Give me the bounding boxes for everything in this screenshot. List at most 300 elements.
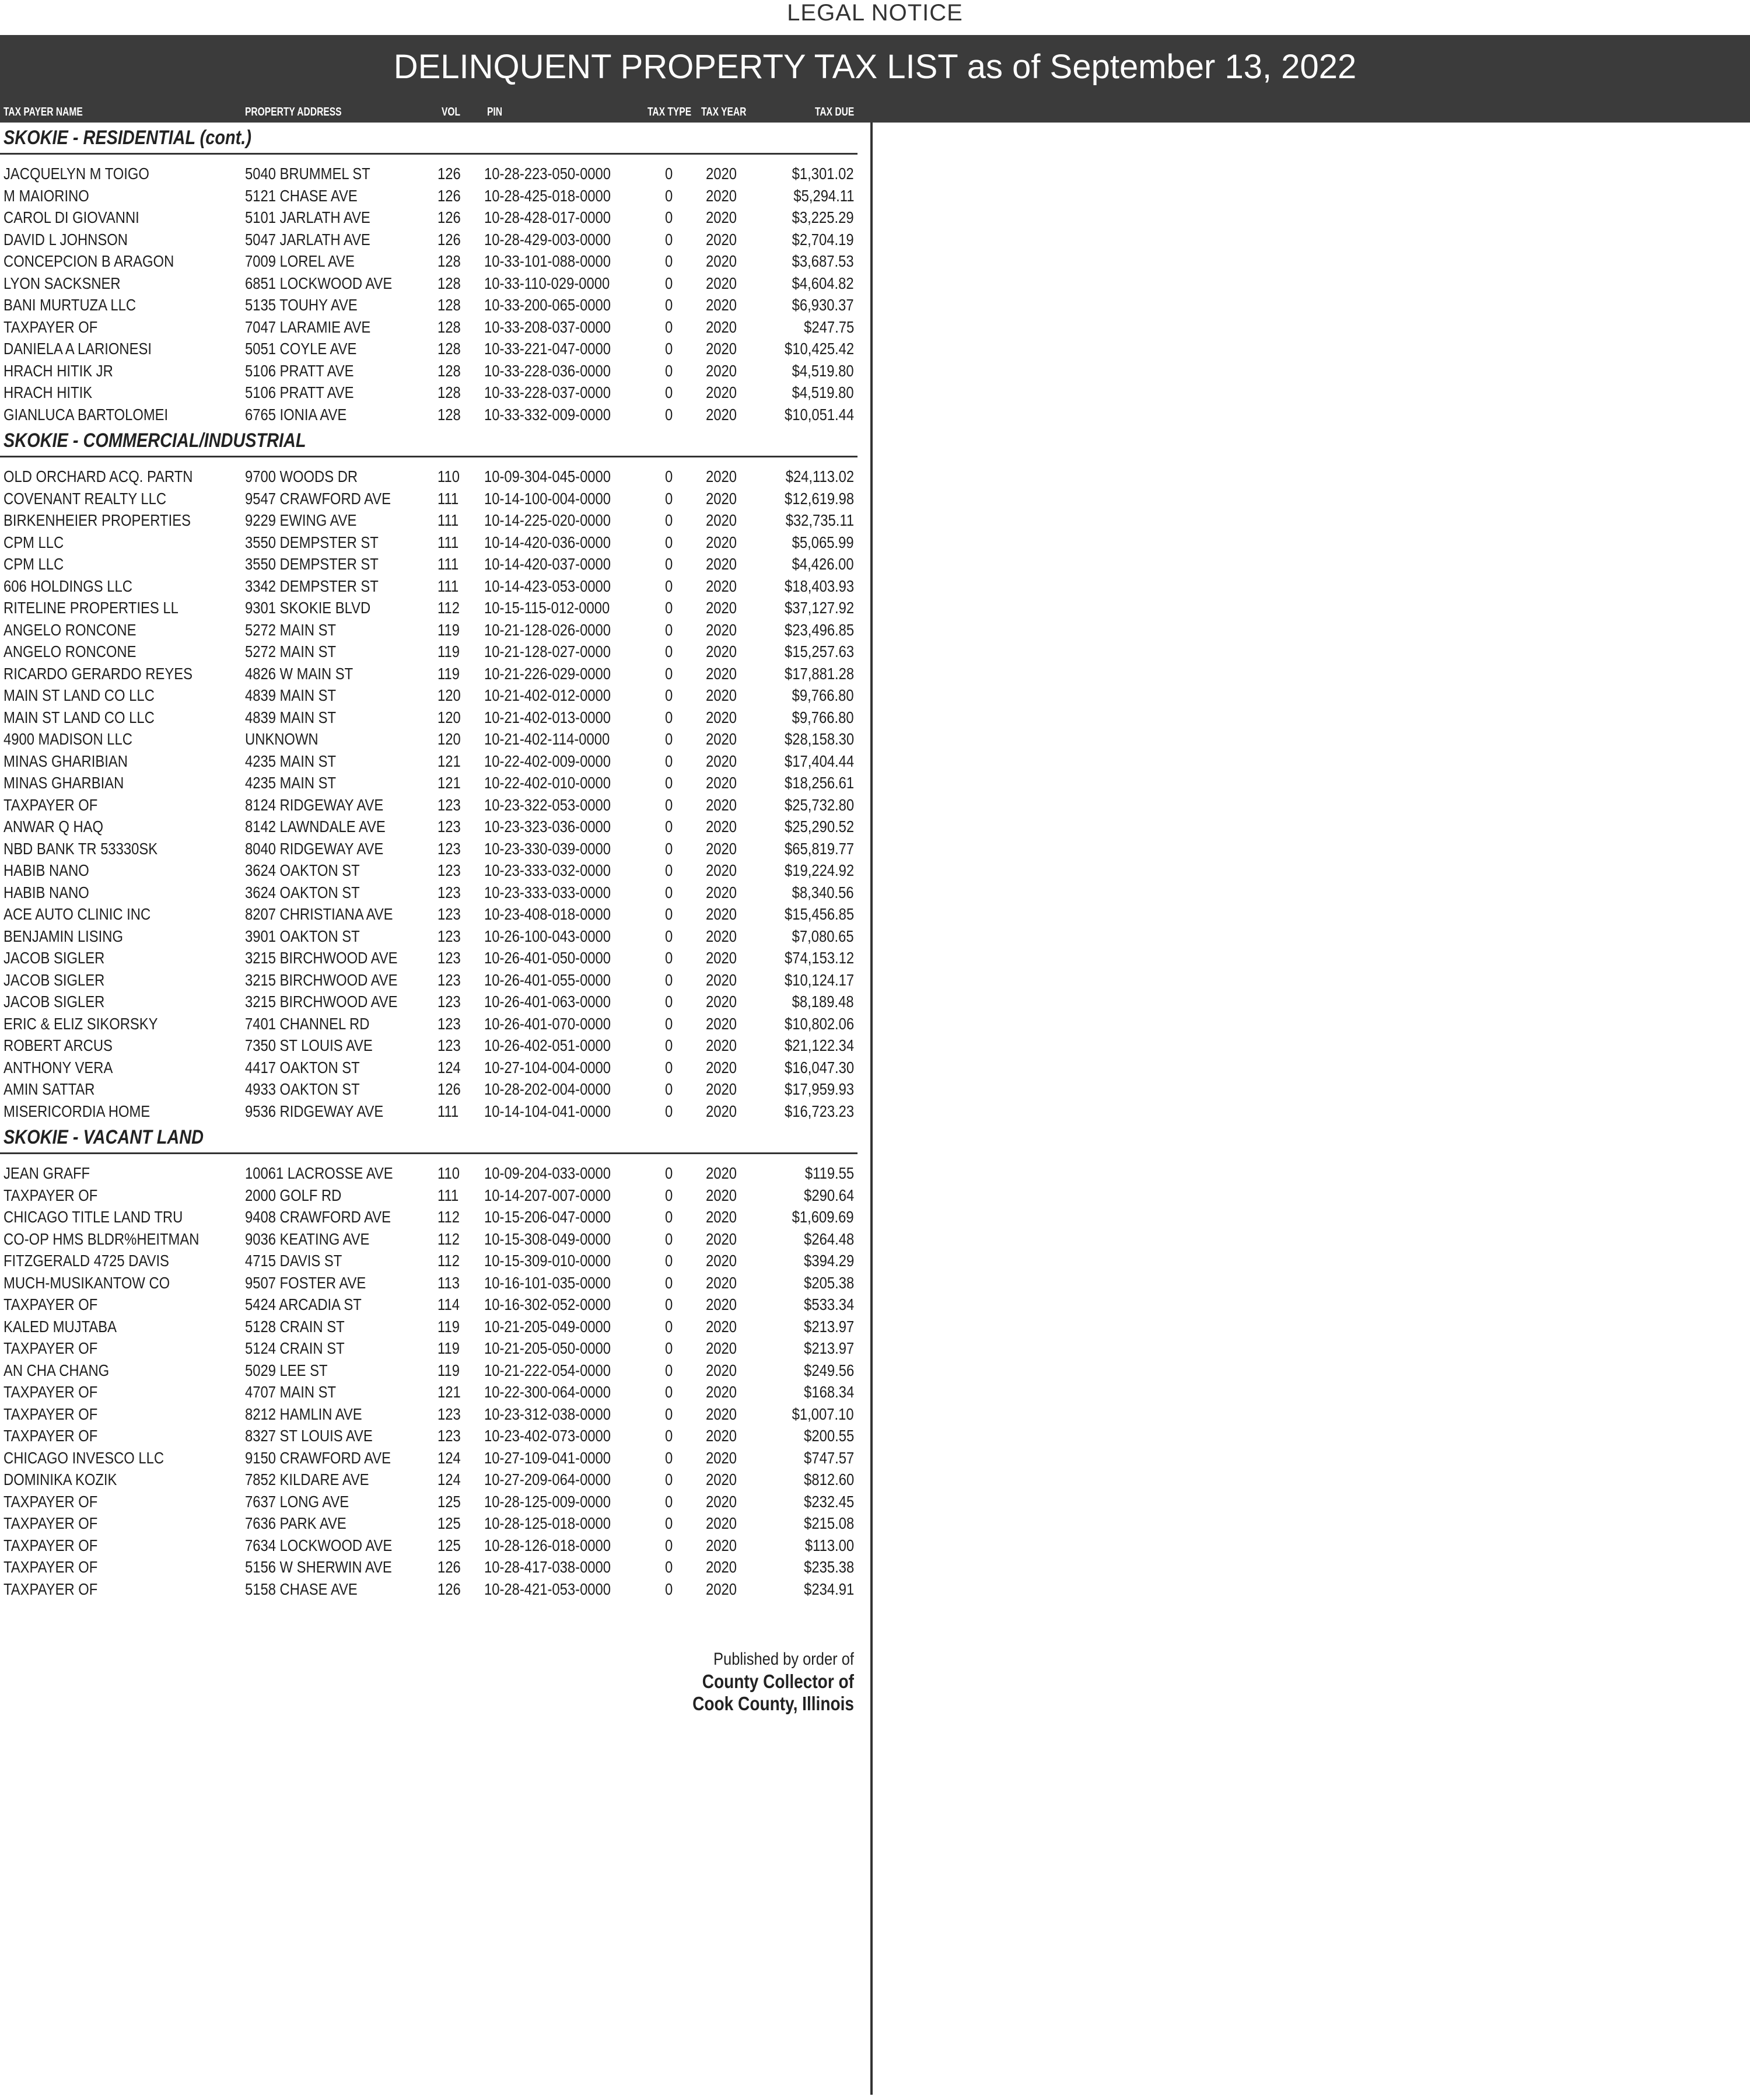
tax-type: 0	[665, 1036, 673, 1054]
table-row	[0, 1013, 858, 1035]
tax-due: $15,456.85	[784, 905, 854, 923]
tax-type: 0	[665, 1252, 673, 1270]
pin-number: 10-28-125-018-0000	[484, 1514, 611, 1532]
property-address: 8207 CHRISTIANA AVE	[245, 905, 393, 923]
tax-year: 2020	[706, 1317, 737, 1336]
property-address: 8212 HAMLIN AVE	[245, 1404, 362, 1423]
tax-year: 2020	[706, 467, 737, 485]
publisher-notice	[583, 1648, 854, 1715]
volume: 111	[438, 1102, 459, 1120]
tax-due: $18,256.61	[784, 774, 854, 792]
property-address: 5047 JARLATH AVE	[245, 230, 370, 249]
pin-number: 10-26-401-055-0000	[484, 970, 611, 989]
section	[0, 1122, 858, 1600]
table-row	[0, 1381, 858, 1403]
volume: 123	[438, 795, 461, 814]
tax-year: 2020	[706, 1295, 737, 1313]
tax-type: 0	[665, 1448, 673, 1467]
volume: 128	[438, 340, 461, 358]
table-row	[0, 619, 858, 641]
legal-notice-label: LEGAL NOTICE	[787, 0, 963, 26]
tax-type: 0	[665, 383, 673, 401]
table-row	[0, 1316, 858, 1338]
tax-year: 2020	[706, 883, 737, 902]
table-row	[0, 1469, 858, 1491]
volume: 123	[438, 905, 461, 923]
tax-year: 2020	[706, 208, 737, 226]
tax-year: 2020	[706, 361, 737, 380]
table-row	[0, 772, 858, 794]
table-row	[0, 882, 858, 904]
volume: 120	[438, 730, 461, 748]
volume: 120	[438, 686, 461, 704]
pin-number: 10-16-101-035-0000	[484, 1273, 611, 1292]
tax-year: 2020	[706, 296, 737, 314]
property-address: 5106 PRATT AVE	[245, 361, 354, 380]
taxpayer-name: MINAS GHARIBIAN	[4, 752, 128, 770]
pin-number: 10-21-205-049-0000	[484, 1317, 611, 1336]
tax-due: $2,704.19	[792, 230, 854, 249]
property-address: 9150 CRAWFORD AVE	[245, 1448, 391, 1467]
tax-type: 0	[665, 208, 673, 226]
volume: 113	[438, 1273, 460, 1292]
volume: 128	[438, 317, 461, 336]
volume: 125	[438, 1536, 461, 1554]
table-row	[0, 1512, 858, 1535]
property-address: 5040 BRUMMEL ST	[245, 165, 370, 183]
tax-due: $19,224.92	[784, 861, 854, 879]
pin-number: 10-26-401-063-0000	[484, 993, 611, 1011]
table-row	[0, 575, 858, 597]
tax-due: $3,225.29	[792, 208, 854, 226]
volume: 126	[438, 208, 461, 226]
volume: 126	[438, 1558, 461, 1576]
tax-type: 0	[665, 405, 673, 424]
tax-year: 2020	[706, 252, 737, 270]
table-row	[0, 859, 858, 882]
tax-year: 2020	[706, 576, 737, 595]
taxpayer-name: TAXPAYER OF	[4, 1383, 98, 1401]
table-row	[0, 207, 858, 229]
tax-type: 0	[665, 927, 673, 945]
table-row	[0, 1294, 858, 1316]
taxpayer-name: MAIN ST LAND CO LLC	[4, 686, 155, 704]
published-by-text: Published by order of	[713, 1650, 854, 1669]
tax-year: 2020	[706, 230, 737, 249]
tax-year: 2020	[706, 949, 737, 967]
tax-year: 2020	[706, 774, 737, 792]
tax-type: 0	[665, 296, 673, 314]
tax-year: 2020	[706, 317, 737, 336]
tax-due: $1,609.69	[792, 1208, 854, 1226]
table-row	[0, 294, 858, 316]
tax-due: $9,766.80	[792, 686, 854, 704]
pin-number: 10-15-309-010-0000	[484, 1252, 611, 1270]
property-address: 6765 IONIA AVE	[245, 405, 347, 424]
pin-number: 10-21-222-054-0000	[484, 1361, 611, 1379]
pin-number: 10-33-221-047-0000	[484, 340, 611, 358]
tax-type: 0	[665, 620, 673, 639]
tax-type: 0	[665, 883, 673, 902]
section-title-text: SKOKIE - VACANT LAND	[4, 1126, 204, 1148]
property-address: 5156 W SHERWIN AVE	[245, 1558, 392, 1576]
column-header-vol: VOL	[442, 106, 461, 118]
pin-number: 10-15-308-049-0000	[484, 1229, 611, 1248]
tax-type: 0	[665, 555, 673, 573]
pin-number: 10-33-332-009-0000	[484, 405, 611, 424]
volume: 121	[438, 774, 461, 792]
tax-type: 0	[665, 1339, 673, 1357]
taxpayer-name: JACOB SIGLER	[4, 993, 105, 1011]
property-address: 9301 SKOKIE BLVD	[245, 599, 371, 617]
property-address: 5272 MAIN ST	[245, 642, 337, 661]
pin-number: 10-23-333-032-0000	[484, 861, 611, 879]
pin-number: 10-21-402-013-0000	[484, 708, 611, 726]
column-header-tax-due: TAX DUE	[814, 106, 854, 118]
tax-type: 0	[665, 599, 673, 617]
volume: 111	[438, 489, 459, 508]
property-address: 5121 CHASE AVE	[245, 186, 358, 205]
taxpayer-name: TAXPAYER OF	[4, 795, 98, 814]
tax-year: 2020	[706, 1514, 737, 1532]
table-row	[0, 404, 858, 426]
column-header-pin: PIN	[487, 106, 503, 118]
volume: 123	[438, 993, 461, 1011]
pin-number: 10-27-109-041-0000	[484, 1448, 611, 1467]
tax-type: 0	[665, 817, 673, 836]
tax-type: 0	[665, 511, 673, 529]
taxpayer-name: HRACH HITIK	[4, 383, 93, 401]
tax-year: 2020	[706, 1448, 737, 1467]
table-row	[0, 466, 858, 488]
pin-number: 10-26-402-051-0000	[484, 1036, 611, 1054]
tax-type: 0	[665, 642, 673, 661]
pin-number: 10-27-104-004-0000	[484, 1058, 611, 1077]
tax-due: $249.56	[803, 1361, 854, 1379]
property-address: 3215 BIRCHWOOD AVE	[245, 949, 398, 967]
pin-number: 10-14-100-004-0000	[484, 489, 611, 508]
tax-year: 2020	[706, 1080, 737, 1098]
taxpayer-name: 4900 MADISON LLC	[4, 730, 132, 748]
tax-type: 0	[665, 795, 673, 814]
tax-due: $4,604.82	[792, 274, 854, 292]
volume: 123	[438, 861, 461, 879]
tax-due: $247.75	[803, 317, 854, 336]
taxpayer-name: ANTHONY VERA	[4, 1058, 113, 1077]
taxpayer-name: LYON SACKSNER	[4, 274, 121, 292]
tax-due: $17,881.28	[784, 664, 854, 683]
pin-number: 10-33-208-037-0000	[484, 317, 611, 336]
tax-due: $25,732.80	[784, 795, 854, 814]
tax-year: 2020	[706, 1404, 737, 1423]
tax-type: 0	[665, 993, 673, 1011]
volume: 124	[438, 1470, 461, 1488]
tax-due: $1,301.02	[792, 165, 854, 183]
volume: 119	[438, 1361, 460, 1379]
taxpayer-name: MAIN ST LAND CO LLC	[4, 708, 155, 726]
tax-due: $10,051.44	[784, 405, 854, 424]
property-address: 5106 PRATT AVE	[245, 383, 354, 401]
taxpayer-name: MINAS GHARBIAN	[4, 774, 124, 792]
table-row	[0, 816, 858, 838]
table-row	[0, 1491, 858, 1513]
taxpayer-name: RICARDO GERARDO REYES	[4, 664, 192, 683]
tax-type: 0	[665, 340, 673, 358]
taxpayer-name: TAXPAYER OF	[4, 1295, 98, 1313]
tax-year: 2020	[706, 1361, 737, 1379]
volume: 119	[438, 620, 460, 639]
pin-number: 10-14-420-037-0000	[484, 555, 611, 573]
table-row	[0, 728, 858, 750]
taxpayer-name: CONCEPCION B ARAGON	[4, 252, 174, 270]
taxpayer-name: TAXPAYER OF	[4, 1427, 98, 1445]
column-divider	[870, 123, 873, 2095]
volume: 123	[438, 970, 461, 989]
table-row	[0, 991, 858, 1013]
table-row	[0, 360, 858, 382]
tax-type: 0	[665, 186, 673, 205]
tax-year: 2020	[706, 970, 737, 989]
column-header-address: PROPERTY ADDRESS	[245, 106, 342, 118]
taxpayer-name: DAVID L JOHNSON	[4, 230, 128, 249]
property-address: 9547 CRAWFORD AVE	[245, 489, 391, 508]
volume: 128	[438, 252, 461, 270]
table-row	[0, 1360, 858, 1382]
tax-due: $6,930.37	[792, 296, 854, 314]
tax-year: 2020	[706, 1208, 737, 1226]
taxpayer-name: OLD ORCHARD ACQ. PARTN	[4, 467, 193, 485]
taxpayer-name: COVENANT REALTY LLC	[4, 489, 167, 508]
pin-number: 10-23-402-073-0000	[484, 1427, 611, 1445]
taxpayer-name: NBD BANK TR 53330SK	[4, 839, 158, 858]
property-address: 4235 MAIN ST	[245, 752, 337, 770]
taxpayer-name: ANGELO RONCONE	[4, 620, 136, 639]
section	[0, 123, 858, 425]
property-address: 6851 LOCKWOOD AVE	[245, 274, 393, 292]
page-title: DELINQUENT PROPERTY TAX LIST as of September 13, 2022	[393, 48, 1357, 86]
tax-due: $234.91	[803, 1580, 854, 1598]
volume: 126	[438, 1080, 461, 1098]
tax-type: 0	[665, 489, 673, 508]
pin-number: 10-26-100-043-0000	[484, 927, 611, 945]
pin-number: 10-33-101-088-0000	[484, 252, 611, 270]
tax-type: 0	[665, 1295, 673, 1313]
volume: 121	[438, 1383, 461, 1401]
volume: 128	[438, 405, 461, 424]
tax-year: 2020	[706, 383, 737, 401]
taxpayer-name: TAXPAYER OF	[4, 1514, 98, 1532]
pin-number: 10-33-110-029-0000	[484, 274, 610, 292]
property-address: 9408 CRAWFORD AVE	[245, 1208, 391, 1226]
table-row	[0, 947, 858, 969]
pin-number: 10-33-200-065-0000	[484, 296, 611, 314]
tax-due: $5,065.99	[792, 533, 854, 551]
property-address: 3624 OAKTON ST	[245, 883, 360, 902]
taxpayer-name: M MAIORINO	[4, 186, 89, 205]
tax-due: $213.97	[803, 1317, 854, 1336]
taxpayer-name: JACOB SIGLER	[4, 970, 105, 989]
taxpayer-name: BIRKENHEIER PROPERTIES	[4, 511, 191, 529]
column-header-name: TAX PAYER NAME	[4, 106, 83, 118]
pin-number: 10-23-323-036-0000	[484, 817, 611, 836]
taxpayer-name: KALED MUJTABA	[4, 1317, 117, 1336]
tax-type: 0	[665, 1492, 673, 1511]
taxpayer-name: TAXPAYER OF	[4, 1339, 98, 1357]
pin-number: 10-22-402-010-0000	[484, 774, 611, 792]
volume: 126	[438, 230, 461, 249]
table-row	[0, 641, 858, 663]
pin-number: 10-22-300-064-0000	[484, 1383, 611, 1401]
tax-type: 0	[665, 708, 673, 726]
tax-type: 0	[665, 949, 673, 967]
tax-due: $119.55	[804, 1164, 854, 1182]
tax-type: 0	[665, 467, 673, 485]
property-address: 3215 BIRCHWOOD AVE	[245, 970, 398, 989]
tax-due: $7,080.65	[792, 927, 854, 945]
title-banner	[0, 35, 1750, 123]
pin-number: 10-27-209-064-0000	[484, 1470, 611, 1488]
property-address: 3901 OAKTON ST	[245, 927, 360, 945]
column-header-tax-year: TAX YEAR	[701, 106, 747, 118]
property-address: 10061 LACROSSE AVE	[245, 1164, 393, 1182]
volume: 124	[438, 1448, 461, 1467]
table-row	[0, 597, 858, 619]
tax-year: 2020	[706, 993, 737, 1011]
tax-year: 2020	[706, 1580, 737, 1598]
volume: 123	[438, 817, 461, 836]
tax-type: 0	[665, 664, 673, 683]
table-row	[0, 1403, 858, 1425]
pin-number: 10-23-312-038-0000	[484, 1404, 611, 1423]
table-row	[0, 1035, 858, 1057]
pin-number: 10-28-425-018-0000	[484, 186, 611, 205]
volume: 119	[438, 642, 460, 661]
pin-number: 10-15-115-012-0000	[484, 599, 610, 617]
property-address: 3342 DEMPSTER ST	[245, 576, 379, 595]
volume: 114	[438, 1295, 460, 1313]
tax-due: $28,158.30	[784, 730, 854, 748]
pin-number: 10-16-302-052-0000	[484, 1295, 611, 1313]
property-address: 3550 DEMPSTER ST	[245, 533, 379, 551]
taxpayer-name: DOMINIKA KOZIK	[4, 1470, 117, 1488]
table-row	[0, 338, 858, 360]
property-address: 8142 LAWNDALE AVE	[245, 817, 386, 836]
table-row	[0, 1337, 858, 1360]
tax-type: 0	[665, 1186, 673, 1204]
taxpayer-name: JACQUELYN M TOIGO	[4, 165, 149, 183]
tax-year: 2020	[706, 861, 737, 879]
property-address: 9536 RIDGEWAY AVE	[245, 1102, 384, 1120]
table-row	[0, 794, 858, 816]
property-address: 2000 GOLF RD	[245, 1186, 342, 1204]
taxpayer-name: TAXPAYER OF	[4, 1580, 98, 1598]
taxpayer-name: CHICAGO INVESCO LLC	[4, 1448, 164, 1467]
property-address: 4826 W MAIN ST	[245, 664, 354, 683]
volume: 125	[438, 1492, 461, 1511]
taxpayer-name: TAXPAYER OF	[4, 1186, 98, 1204]
collector-text: County Collector of	[702, 1671, 854, 1692]
taxpayer-name: GIANLUCA BARTOLOMEI	[4, 405, 169, 424]
table-row	[0, 185, 858, 207]
property-address: 5135 TOUHY AVE	[245, 296, 358, 314]
property-address: 4417 OAKTON ST	[245, 1058, 360, 1077]
tax-year: 2020	[706, 186, 737, 205]
volume: 123	[438, 839, 461, 858]
tax-due: $747.57	[803, 1448, 854, 1467]
volume: 121	[438, 752, 461, 770]
section-title-text: SKOKIE - RESIDENTIAL (cont.)	[4, 127, 251, 149]
section-title-text: SKOKIE - COMMERCIAL/INDUSTRIAL	[4, 429, 306, 452]
tax-due: $18,403.93	[784, 576, 854, 595]
tax-due: $205.38	[803, 1273, 854, 1292]
tax-year: 2020	[706, 817, 737, 836]
taxpayer-name: BENJAMIN LISING	[4, 927, 123, 945]
property-address: 5101 JARLATH AVE	[245, 208, 370, 226]
property-address: 5128 CRAIN ST	[245, 1317, 345, 1336]
tax-year: 2020	[706, 165, 737, 183]
tax-year: 2020	[706, 664, 737, 683]
tax-year: 2020	[706, 620, 737, 639]
pin-number: 10-26-401-070-0000	[484, 1014, 611, 1033]
pin-number: 10-09-304-045-0000	[484, 467, 611, 485]
pin-number: 10-14-104-041-0000	[484, 1102, 611, 1120]
tax-type: 0	[665, 274, 673, 292]
table-row	[0, 1250, 858, 1272]
taxpayer-name: ANWAR Q HAQ	[4, 817, 104, 836]
tax-year: 2020	[706, 839, 737, 858]
taxpayer-name: JEAN GRAFF	[4, 1164, 90, 1182]
tax-year: 2020	[706, 1164, 737, 1182]
tax-due: $15,257.63	[784, 642, 854, 661]
property-address: 9036 KEATING AVE	[245, 1229, 370, 1248]
property-address: 7852 KILDARE AVE	[245, 1470, 369, 1488]
tax-year: 2020	[706, 1014, 737, 1033]
property-address: 4839 MAIN ST	[245, 708, 337, 726]
table-row	[0, 488, 858, 510]
tax-due: $8,189.48	[792, 993, 854, 1011]
table-row	[0, 838, 858, 860]
pin-number: 10-21-128-027-0000	[484, 642, 611, 661]
tax-type: 0	[665, 774, 673, 792]
tax-year: 2020	[706, 533, 737, 551]
property-address: 4933 OAKTON ST	[245, 1080, 360, 1098]
pin-number: 10-26-401-050-0000	[484, 949, 611, 967]
table-row	[0, 1535, 858, 1557]
column-headers	[0, 100, 873, 124]
tax-due: $5,294.11	[793, 186, 854, 205]
tax-year: 2020	[706, 340, 737, 358]
volume: 126	[438, 165, 461, 183]
table-row	[0, 250, 858, 272]
pin-number: 10-21-402-114-0000	[484, 730, 610, 748]
table-row	[0, 969, 858, 991]
tax-type: 0	[665, 1317, 673, 1336]
tax-year: 2020	[706, 1252, 737, 1270]
table-row	[0, 663, 858, 685]
taxpayer-name: BANI MURTUZA LLC	[4, 296, 136, 314]
tax-due: $394.29	[803, 1252, 854, 1270]
table-row	[0, 1228, 858, 1250]
tax-due: $232.45	[803, 1492, 854, 1511]
tax-due: $65,819.77	[784, 839, 854, 858]
tax-due: $235.38	[803, 1558, 854, 1576]
volume: 110	[438, 1164, 460, 1182]
taxpayer-name: HABIB NANO	[4, 861, 89, 879]
property-address: 7047 LARAMIE AVE	[245, 317, 371, 336]
property-address: 3215 BIRCHWOOD AVE	[245, 993, 398, 1011]
tax-type: 0	[665, 317, 673, 336]
volume: 111	[438, 555, 459, 573]
